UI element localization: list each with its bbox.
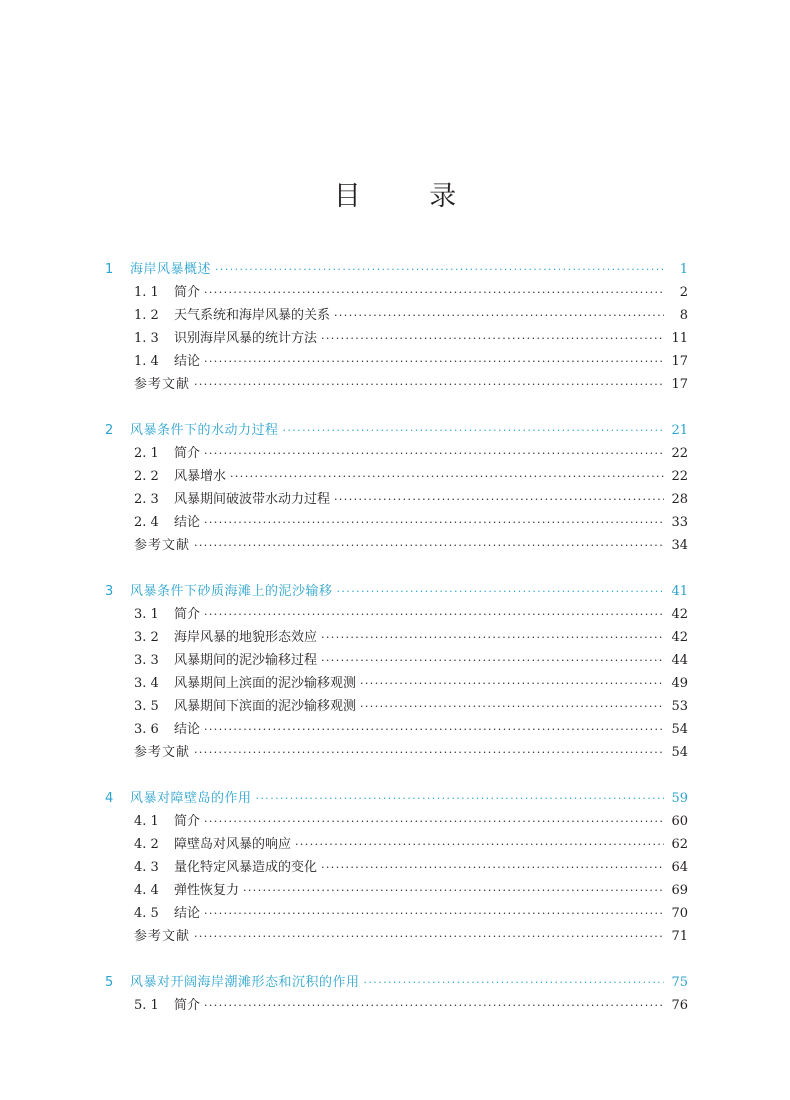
section-number: 2. 2	[134, 469, 159, 484]
page-number: 22	[671, 469, 688, 484]
page-number: 59	[671, 791, 688, 806]
section-entry[interactable]	[0, 465, 790, 488]
page-number: 75	[671, 975, 688, 990]
section-entry[interactable]	[0, 902, 790, 925]
dot-leader	[256, 787, 664, 810]
section-number: 2. 1	[134, 446, 159, 461]
section-number: 3. 6	[134, 722, 159, 737]
section-title: 天气系统和海岸风暴的关系	[174, 308, 331, 323]
dot-leader	[204, 902, 664, 925]
dot-leader	[360, 695, 664, 718]
page-number: 70	[671, 906, 688, 921]
chapter-entry[interactable]	[0, 787, 790, 810]
dot-leader	[204, 281, 664, 304]
chapter-block	[0, 787, 790, 948]
section-entry[interactable]	[0, 718, 790, 741]
section-entry[interactable]	[0, 511, 790, 534]
dot-leader	[334, 304, 664, 327]
dot-leader	[204, 810, 664, 833]
section-title: 风暴期间破波带水动力过程	[174, 492, 331, 507]
page-number: 8	[679, 308, 688, 323]
section-number: 4. 2	[134, 837, 159, 852]
dot-leader	[204, 350, 664, 373]
dot-leader	[295, 833, 664, 856]
section-title: 风暴期间上滨面的泥沙输移观测	[174, 676, 357, 691]
dot-leader	[321, 626, 664, 649]
page-number: 42	[671, 630, 688, 645]
page-number: 11	[671, 331, 688, 346]
table-of-contents	[0, 258, 790, 1040]
section-entry[interactable]	[0, 856, 790, 879]
chapter-entry[interactable]	[0, 258, 790, 281]
section-title: 风暴期间的泥沙输移过程	[174, 653, 318, 668]
section-entry[interactable]	[0, 833, 790, 856]
page-number: 28	[671, 492, 688, 507]
section-title: 风暴增水	[174, 469, 227, 484]
chapter-entry[interactable]	[0, 419, 790, 442]
section-number: 1. 4	[134, 354, 159, 369]
section-number: 5. 1	[134, 998, 159, 1013]
section-title: 结论	[174, 354, 201, 369]
references-entry[interactable]	[0, 741, 790, 764]
section-number: 4. 1	[134, 814, 159, 829]
section-number: 4. 5	[134, 906, 159, 921]
references-title: 参考文献	[134, 929, 191, 944]
section-entry[interactable]	[0, 649, 790, 672]
section-title: 简介	[174, 607, 201, 622]
dot-leader	[215, 258, 664, 281]
section-title: 海岸风暴的地貌形态效应	[174, 630, 318, 645]
section-entry[interactable]	[0, 281, 790, 304]
section-entry[interactable]	[0, 994, 790, 1017]
dot-leader	[194, 741, 664, 764]
page-number: 64	[671, 860, 688, 875]
chapter-number: 4	[105, 791, 114, 806]
section-title: 结论	[174, 906, 201, 921]
chapter-number: 1	[105, 262, 114, 277]
section-number: 2. 4	[134, 515, 159, 530]
dot-leader	[204, 718, 664, 741]
section-number: 3. 2	[134, 630, 159, 645]
section-number: 4. 3	[134, 860, 159, 875]
section-entry[interactable]	[0, 442, 790, 465]
dot-leader	[194, 534, 664, 557]
references-entry[interactable]	[0, 373, 790, 396]
section-entry[interactable]	[0, 327, 790, 350]
page-number: 76	[671, 998, 688, 1013]
section-entry[interactable]	[0, 879, 790, 902]
references-title: 参考文献	[134, 377, 191, 392]
chapter-block	[0, 258, 790, 396]
section-title: 简介	[174, 998, 201, 1013]
page-number: 44	[671, 653, 688, 668]
section-number: 3. 1	[134, 607, 159, 622]
section-entry[interactable]	[0, 626, 790, 649]
section-title: 简介	[174, 814, 201, 829]
page-number: 41	[671, 584, 688, 599]
chapter-title: 风暴条件下的水动力过程	[130, 423, 279, 438]
section-entry[interactable]	[0, 350, 790, 373]
section-title: 结论	[174, 515, 201, 530]
page-number: 71	[671, 929, 688, 944]
page-number: 69	[671, 883, 688, 898]
page-number: 17	[671, 377, 688, 392]
section-number: 3. 3	[134, 653, 159, 668]
dot-leader	[334, 488, 664, 511]
section-title: 简介	[174, 446, 201, 461]
page-number: 33	[671, 515, 688, 530]
page-number: 22	[671, 446, 688, 461]
section-number: 3. 4	[134, 676, 159, 691]
chapter-block	[0, 971, 790, 1017]
page-number: 60	[671, 814, 688, 829]
dot-leader	[204, 511, 664, 534]
dot-leader	[204, 442, 664, 465]
dot-leader	[364, 971, 664, 994]
references-title: 参考文献	[134, 538, 191, 553]
page-title: 目 录	[333, 181, 487, 212]
dot-leader	[321, 649, 664, 672]
chapter-number: 5	[105, 975, 114, 990]
section-entry[interactable]	[0, 672, 790, 695]
section-number: 3. 5	[134, 699, 159, 714]
chapter-block	[0, 580, 790, 764]
references-entry[interactable]	[0, 534, 790, 557]
section-entry[interactable]	[0, 603, 790, 626]
page-number: 54	[671, 745, 688, 760]
section-title: 识别海岸风暴的统计方法	[174, 331, 318, 346]
section-entry[interactable]	[0, 810, 790, 833]
references-entry[interactable]	[0, 925, 790, 948]
page-number: 42	[671, 607, 688, 622]
section-title: 简介	[174, 285, 201, 300]
dot-leader	[194, 373, 664, 396]
page-number: 21	[671, 423, 688, 438]
page-number: 17	[671, 354, 688, 369]
chapter-title: 风暴对障壁岛的作用	[130, 791, 252, 806]
dot-leader	[230, 465, 664, 488]
chapter-title: 风暴对开阔海岸潮滩形态和沉积的作用	[130, 975, 360, 990]
page-number: 1	[679, 262, 688, 277]
dot-leader	[204, 994, 664, 1017]
dot-leader	[337, 580, 664, 603]
chapter-title: 风暴条件下砂质海滩上的泥沙输移	[130, 584, 333, 599]
chapter-title: 海岸风暴概述	[130, 262, 212, 277]
section-number: 4. 4	[134, 883, 159, 898]
dot-leader	[360, 672, 664, 695]
section-title: 弹性恢复力	[174, 883, 240, 898]
dot-leader	[243, 879, 664, 902]
chapter-block	[0, 419, 790, 557]
page-number: 49	[671, 676, 688, 691]
page-number: 54	[671, 722, 688, 737]
dot-leader	[283, 419, 664, 442]
section-title: 量化特定风暴造成的变化	[174, 860, 318, 875]
page-number: 62	[671, 837, 688, 852]
section-number: 2. 3	[134, 492, 159, 507]
dot-leader	[321, 327, 664, 350]
dot-leader	[194, 925, 664, 948]
dot-leader	[204, 603, 664, 626]
page-number: 53	[671, 699, 688, 714]
section-number: 1. 1	[134, 285, 159, 300]
section-entry[interactable]	[0, 304, 790, 327]
dot-leader	[321, 856, 664, 879]
chapter-number: 3	[105, 584, 114, 599]
chapter-number: 2	[105, 423, 114, 438]
chapter-entry[interactable]	[0, 580, 790, 603]
section-number: 1. 2	[134, 308, 159, 323]
section-title: 风暴期间下滨面的泥沙输移观测	[174, 699, 357, 714]
chapter-entry[interactable]	[0, 971, 790, 994]
section-title: 障壁岛对风暴的响应	[174, 837, 292, 852]
section-entry[interactable]	[0, 695, 790, 718]
section-title: 结论	[174, 722, 201, 737]
section-number: 1. 3	[134, 331, 159, 346]
page-number: 2	[679, 285, 688, 300]
section-entry[interactable]	[0, 488, 790, 511]
page-number: 34	[671, 538, 688, 553]
references-title: 参考文献	[134, 745, 191, 760]
